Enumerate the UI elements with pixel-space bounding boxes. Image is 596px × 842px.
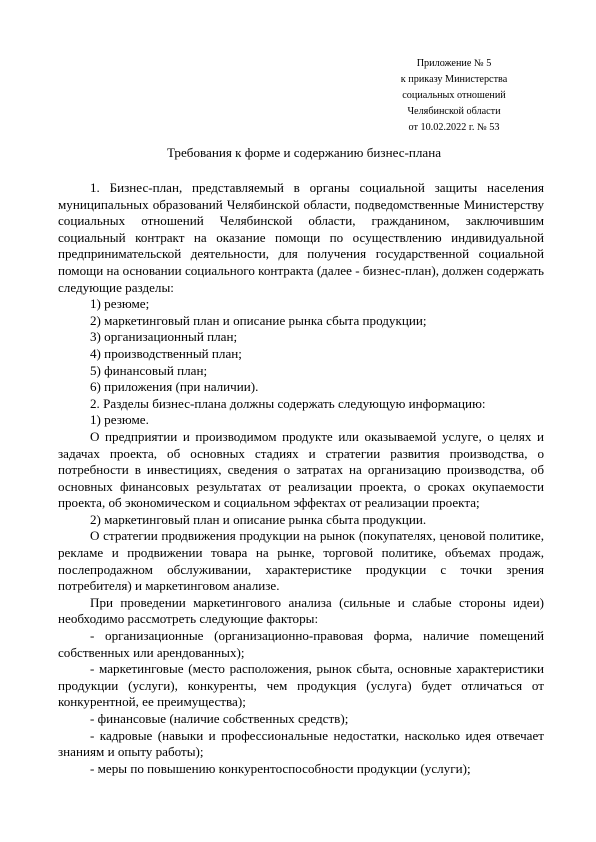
list-item: - кадровые (навыки и профессиональные недостатки, насколько идея отвечает знаниям и опыту работы); xyxy=(58,727,544,760)
list-item: 3) организационный план; xyxy=(90,329,238,345)
paragraph: 1. Бизнес-план, представляемый в органы социальной защиты населения муниципальных образований Челябинской области, подведомственные Министерству социальных отношений Челябинской области, гражданином, заключившим социальный контракт на оказание помощи по осуществлению индивидуальной предпринимательской деятельности, для получения государственной социальной помощи на основании социального контракта (далее - бизнес-план), должен содержать следующие разделы: xyxy=(58,180,545,295)
section-heading: 1) резюме. xyxy=(90,412,149,428)
paragraph: О стратегии продвижения продукции на рынок (покупателях, ценовой политике, рекламе и продвижении товара на рынке, торговой политике, объемах продаж, послепродажном обслуживании, характеристике продукции с точки зрения потребителя) и маркетинговом анализе. xyxy=(58,528,544,594)
list-item: 5) финансовый план; xyxy=(90,362,208,378)
paragraph: При проведении маркетингового анализа (сильные и слабые стороны идеи) необходимо рассмотреть следующие факторы: xyxy=(58,594,544,627)
document-body xyxy=(58,180,544,777)
list-item: 6) приложения (при наличии). xyxy=(90,379,259,395)
list-item: - организационные (организационно-правовая форма, наличие помещений собственных или арендованных); xyxy=(58,628,544,660)
list-item: 2) маркетинговый план и описание рынка сбыта продукции; xyxy=(90,312,427,328)
section-heading: 2) маркетинговый план и описание рынка сбыта продукции. xyxy=(90,511,427,527)
appendix-order: к приказу Министерства xyxy=(400,73,508,85)
paragraph: О предприятии и производимом продукте или оказываемой услуге, о целях и задачах проекта, об основных стадиях и стратегии развития производства, о потребности в инвестициях, сведения о затратах на организацию производства, об основных финансовых результатах от реализации проекта, о сроках окупаемости проекта, об экономическом и социальном эффектах от реализации проекта; xyxy=(58,428,544,511)
list-item: - меры по повышению конкурентоспособности продукции (услуги); xyxy=(90,760,471,776)
appendix-region: Челябинской области xyxy=(407,105,501,117)
document-title: Требования к форме и содержанию бизнес-плана xyxy=(166,145,442,160)
paragraph: 2. Разделы бизнес-плана должны содержать следующую информацию: xyxy=(90,395,486,411)
list-item: - маркетинговые (место расположения, рынок сбыта, основные характеристики продукции (услуги), конкуренты, чем продукция (услуга) будет отличаться от конкурентной, ее преимущества); xyxy=(58,661,544,710)
appendix-date: от 10.02.2022 г. № 53 xyxy=(408,121,500,133)
list-item: - финансовые (наличие собственных средств); xyxy=(90,711,349,726)
list-item: 4) производственный план; xyxy=(90,345,242,361)
list-item: 1) резюме; xyxy=(90,296,150,312)
appendix-header xyxy=(376,56,532,136)
appendix-number: Приложение № 5 xyxy=(416,58,492,69)
appendix-ministry: социальных отношений xyxy=(402,89,506,101)
